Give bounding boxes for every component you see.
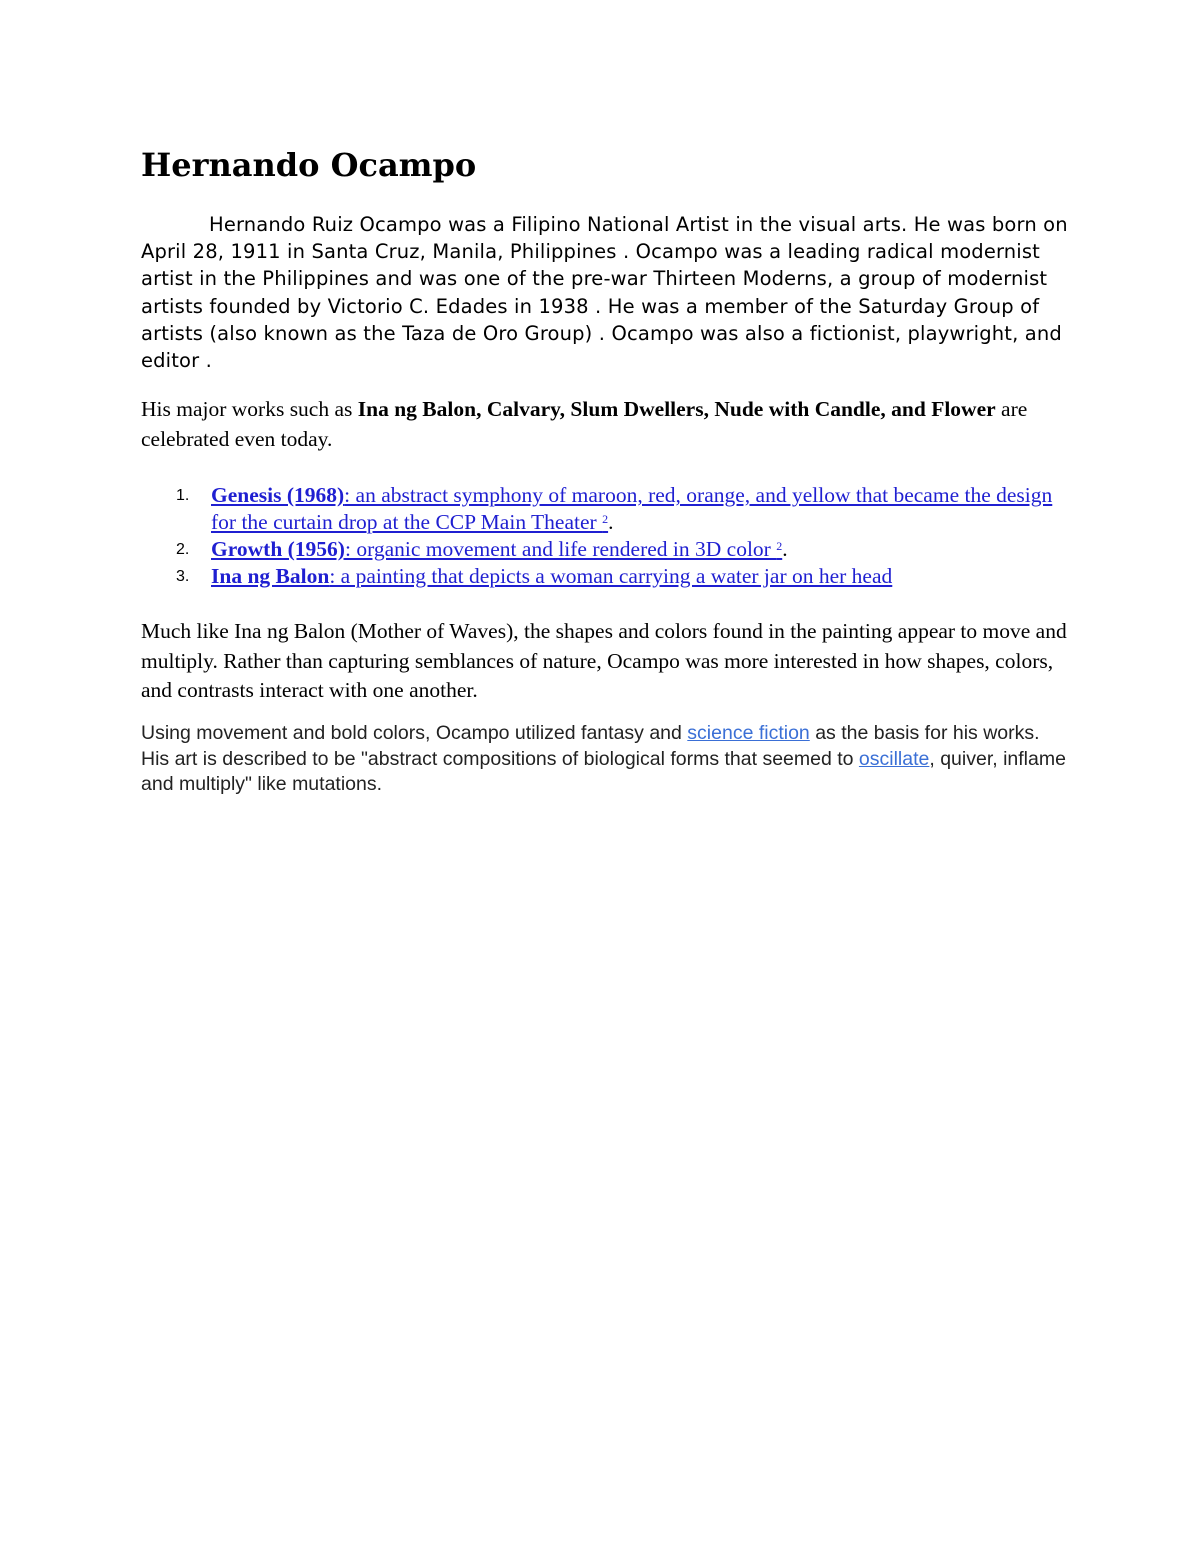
list-item (141, 563, 1061, 590)
movement-text-2: as the basis for his works. His art is described to be "abstract compositions of biological forms that seemed to (141, 722, 1040, 770)
work-name: Ina ng Balon (211, 564, 330, 588)
list-item (141, 536, 1061, 563)
oscillate-link[interactable]: oscillate (858, 747, 930, 770)
footnote-marker: 2 (602, 512, 609, 526)
footnote-marker: 2 (776, 539, 783, 553)
list-item (141, 482, 1061, 536)
work-name: Growth (1956) (211, 537, 345, 561)
works-list (141, 482, 1061, 590)
work-name: Genesis (1968) (211, 483, 345, 507)
work-description: : a painting that depicts a woman carrying a water jar on her head (329, 564, 893, 588)
list-item-number: 1. (176, 487, 190, 504)
work-link-genesis[interactable] (211, 483, 1052, 534)
work-trailing: . (782, 537, 788, 561)
movement-text-3: , quiver, inflame and multiply" like mutations. (141, 747, 1066, 796)
page-title: Hernando Ocampo (141, 146, 477, 184)
intro-paragraph: Hernando Ruiz Ocampo was a Filipino National Artist in the visual arts. He was born on April 28, 1911 in Santa Cruz, Manila, Philippines . Ocampo was a leading radical modernist artist in the Philippines and was one of the pre-war Thirteen Moderns, a group of modernist artists founded by Victorio C. Edades in 1938 . He was a member of the Saturday Group of artists (also known as the Taza de Oro Group) . Ocampo was also a fictionist, playwright, and editor . (141, 213, 1068, 373)
work-trailing: . (608, 510, 614, 534)
movement-text-1: Using movement and bold colors, Ocampo utilized fantasy and (141, 722, 688, 744)
major-works-titles: Ina ng Balon, Calvary, Slum Dwellers, Nude with Candle, and Flower (357, 397, 996, 421)
work-description: : an abstract symphony of maroon, red, orange, and yellow that became the design for the curtain drop at the CCP Main Theater (211, 483, 1053, 534)
major-works-paragraph (141, 394, 1041, 454)
work-description: : organic movement and life rendered in 3D color (344, 537, 777, 561)
list-item-number: 3. (176, 568, 190, 585)
major-works-tail: are celebrated even today. (141, 397, 1028, 451)
work-link-ina-ng-balon[interactable] (211, 564, 892, 588)
list-item-number: 2. (176, 541, 190, 558)
mother-of-waves-paragraph: Much like Ina ng Balon (Mother of Waves), the shapes and colors found in the painting appear to move and multiply. Rather than capturing semblances of nature, Ocampo was more interested in how shapes, colors, and contrasts interact with one another. (141, 619, 1067, 702)
major-works-lead: His major works such as (141, 397, 358, 421)
movement-paragraph (141, 721, 1071, 798)
work-link-growth[interactable] (211, 537, 782, 561)
science-fiction-link[interactable]: science fiction (687, 722, 810, 744)
